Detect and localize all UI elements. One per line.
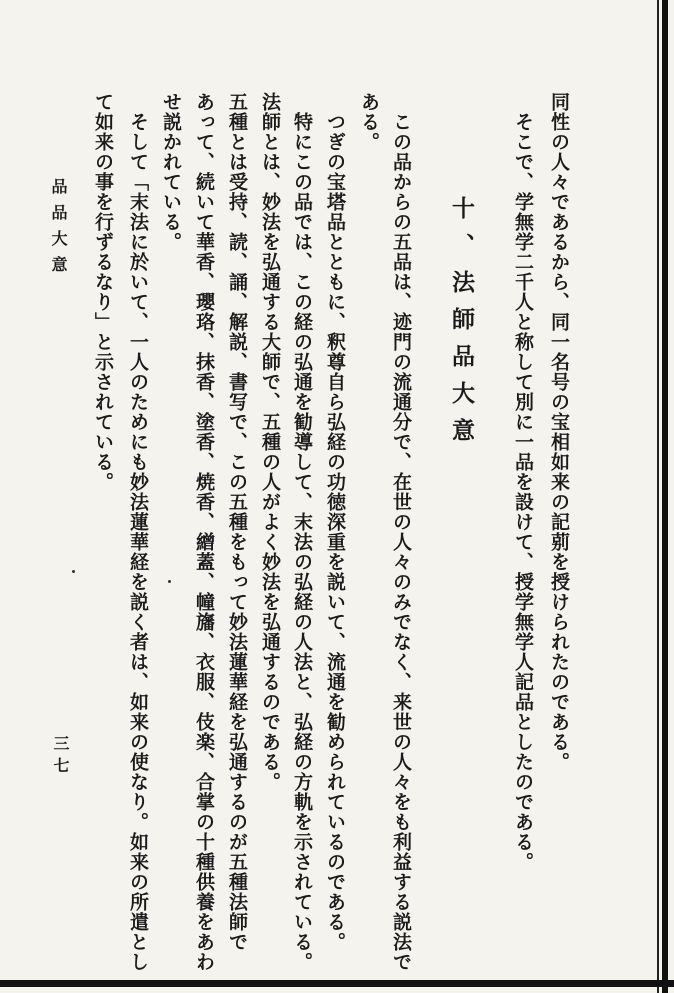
- text-line-2: そこで、学無学二千人と称して別に一品を設けて、授学無学人記品としたのである。: [512, 112, 534, 872]
- text-line-6: 特にこの品では、この経の弘通を勧導して、末法の弘経の人法と、弘経の方軌を示されている。: [291, 112, 313, 972]
- text-line-1: 同性の人々であるから、同一名号の宝相如来の記莂を授けられたのである。: [548, 92, 570, 772]
- page-bottom-shadow: [0, 980, 674, 987]
- text-line-8: 五種とは受持、読、誦、解説、書写で、この五種をもって妙法蓮華経を弘通するのが五種法師で: [226, 92, 248, 952]
- page-edge-line: [657, 0, 659, 993]
- text-line-5: つぎの宝塔品とともに、釈尊自ら弘経の功徳深重を説いて、流通を勧められているのである。: [324, 112, 346, 952]
- chapter-heading: 十、法師品大意: [448, 196, 475, 455]
- text-line-10: せ説かれている。: [160, 92, 182, 252]
- text-line-4: ある。: [358, 92, 380, 152]
- text-line-7: 法師とは、妙法を弘通する大師で、五種の人がよく妙法を弘通するのである。: [259, 92, 281, 792]
- running-title: 品品大意: [49, 178, 68, 282]
- page-edge-shadow: [662, 0, 668, 993]
- print-speck: [168, 580, 171, 583]
- text-line-9: あって、続いて華香、瓔珞、抹香、塗香、焼香、繒蓋、幢旛、衣服、伎楽、合掌の十種供養をあわ: [193, 92, 215, 972]
- print-speck: [72, 570, 75, 573]
- page-number: 三七: [51, 735, 70, 779]
- text-line-11: そして「末法に於いて、一人のためにも妙法蓮華経を説く者は、如来の使なり。如来の所遣とし: [127, 112, 149, 972]
- text-line-3: この品からの五品は、迹門の流通分で、在世の人々のみでなく、来世の人々をも利益する説法で: [390, 112, 412, 972]
- text-line-12: て如来の事を行ずるなり」と示されている。: [92, 92, 114, 492]
